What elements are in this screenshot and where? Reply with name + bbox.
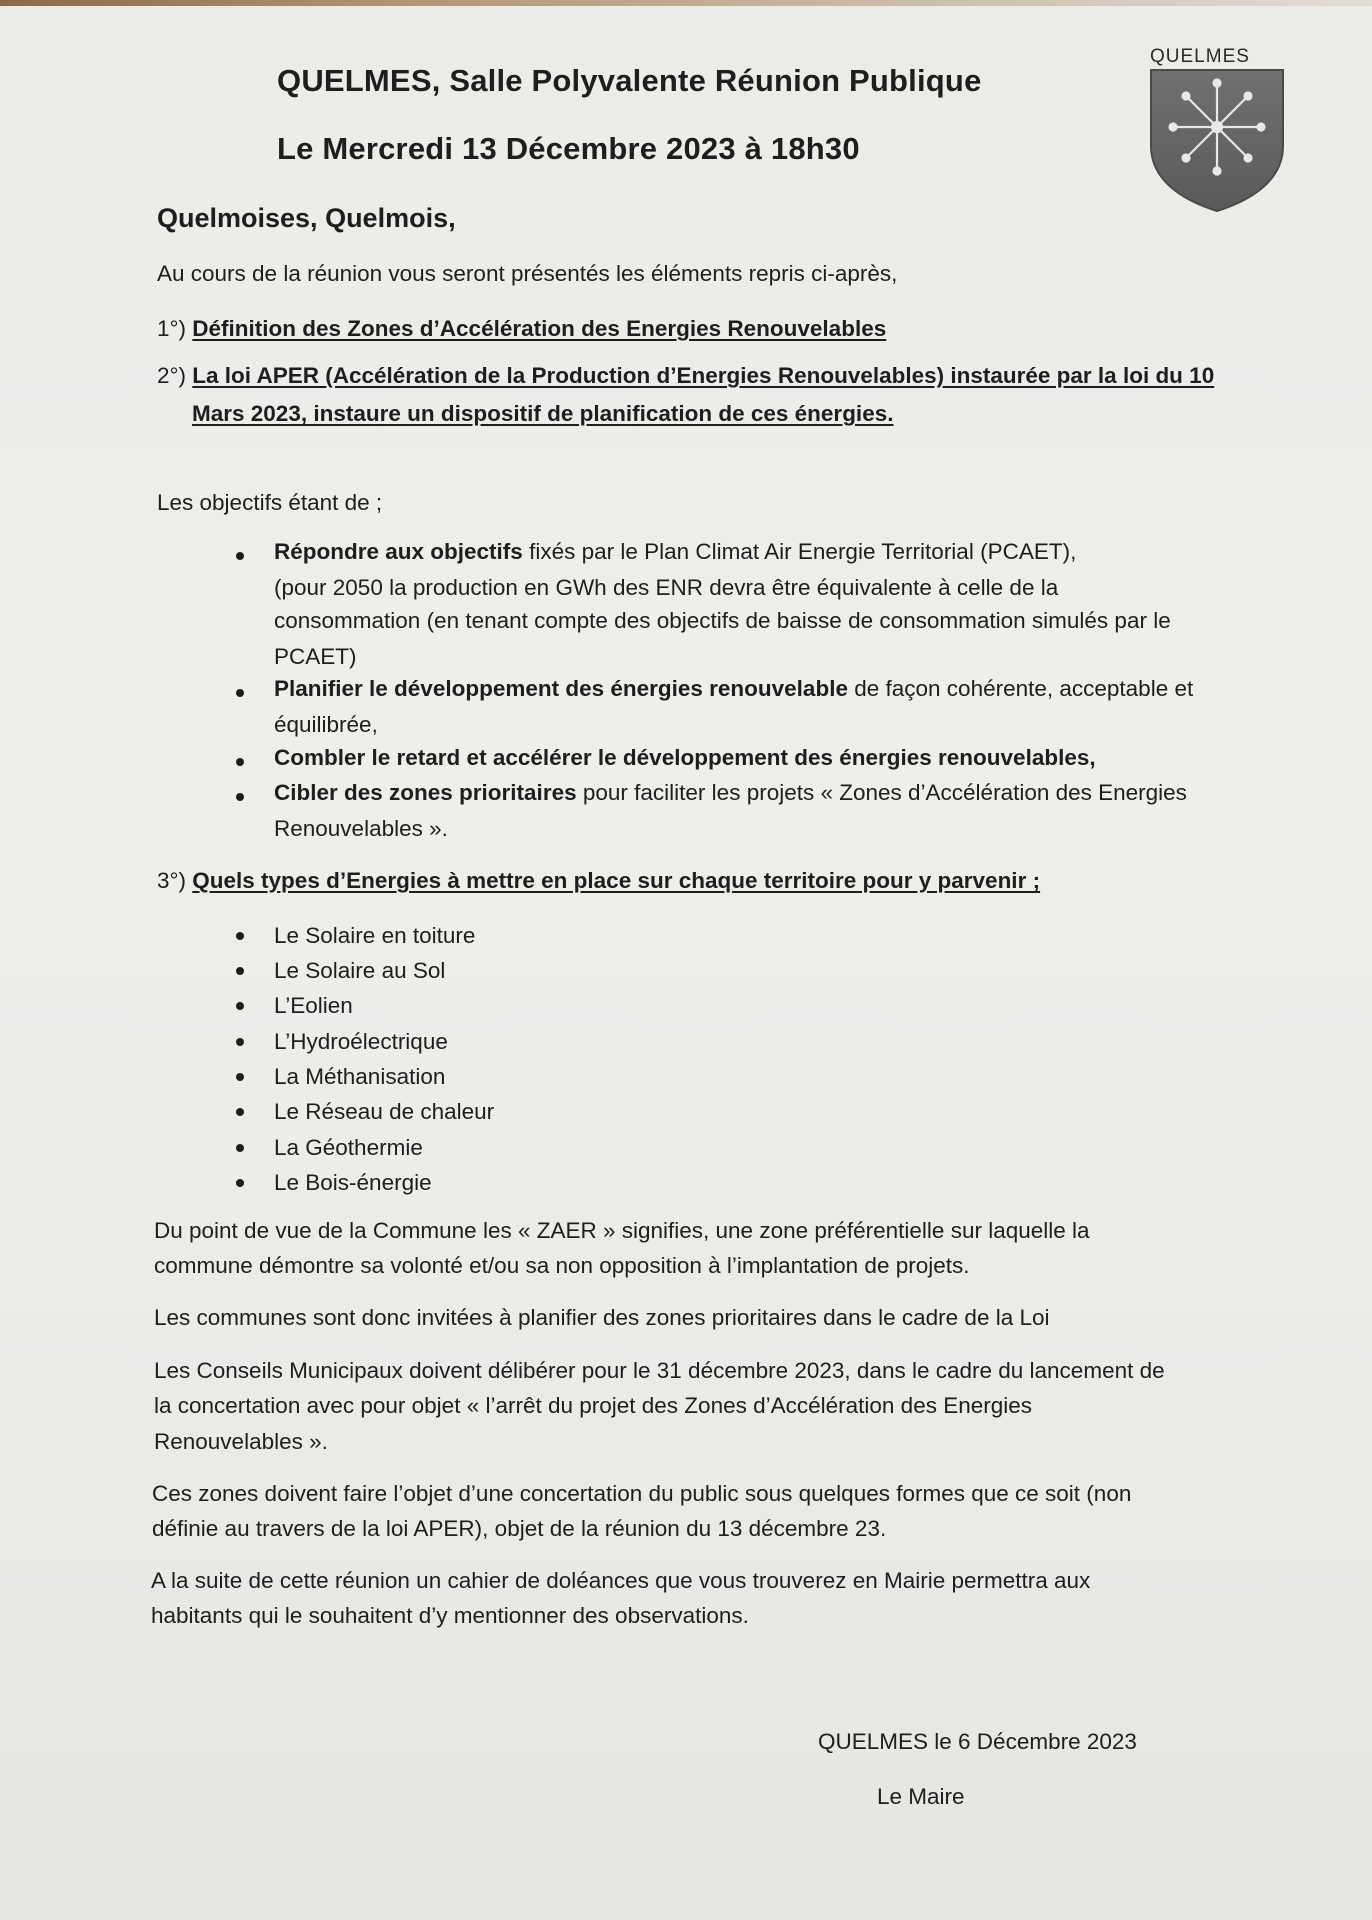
objectives-intro: Les objectifs étant de ;: [157, 490, 383, 515]
point-3-number: 3°): [157, 868, 187, 893]
objective-4-line2: Renouvelables ».: [274, 816, 448, 841]
point-3-heading: Quels types d’Energies à mettre en place sur chaque territoire pour y parvenir ;: [192, 868, 1041, 893]
objective-1-line4: PCAET): [274, 644, 357, 669]
meeting-date-title: Le Mercredi 13 Décembre 2023 à 18h30: [277, 131, 860, 166]
point-2-heading-line2: Mars 2023, instaure un dispositif de planification de ces énergies.: [192, 401, 894, 426]
objective-1-rest: fixés par le Plan Climat Air Energie Territorial (PCAET),: [529, 539, 1077, 564]
objective-1-line3: consommation (en tenant compte des objectifs de baisse de consommation simulés par le: [274, 608, 1171, 633]
bullet-marker: [236, 1144, 244, 1152]
bullet-marker: [236, 1179, 244, 1187]
signatory: Le Maire: [877, 1784, 965, 1809]
bullet-marker: [236, 1073, 244, 1081]
objective-1-line1: [274, 534, 1076, 569]
bullet-marker: [236, 552, 244, 560]
bullet-marker: [236, 967, 244, 975]
objective-2-line1: [274, 671, 1193, 706]
objective-1-line2: (pour 2050 la production en GWh des ENR devra être équivalente à celle de la: [274, 575, 1059, 600]
bullet-marker: [236, 932, 244, 940]
objective-4-rest: pour faciliter les projets « Zones d’Accélération des Energies: [582, 780, 1187, 805]
paragraph-conseils-line3: Renouvelables ».: [154, 1429, 328, 1454]
bullet-marker: [236, 1002, 244, 1010]
bullet-marker: [236, 689, 244, 697]
coat-of-arms-icon: [1148, 68, 1286, 213]
greeting: Quelmoises, Quelmois,: [157, 203, 456, 233]
point-1-heading: Définition des Zones d’Accélération des Energies Renouvelables: [192, 316, 887, 341]
meeting-venue-title: QUELMES, Salle Polyvalente Réunion Publique: [277, 63, 982, 98]
paragraph-doleances-line1: A la suite de cette réunion un cahier de doléances que vous trouverez en Mairie permettra aux: [151, 1568, 1091, 1593]
objective-4-bold: Cibler des zones prioritaires: [274, 780, 577, 805]
point-2: [157, 358, 1214, 393]
paragraph-zaer-line2: commune démontre sa volonté et/ou sa non opposition à l’implantation de projets.: [154, 1253, 970, 1278]
energy-type-item: Le Bois-énergie: [274, 1170, 432, 1195]
energy-type-item: La Méthanisation: [274, 1064, 446, 1089]
bullet-marker: [236, 1108, 244, 1116]
place-and-date: QUELMES le 6 Décembre 2023: [818, 1729, 1137, 1754]
objective-2-rest: de façon cohérente, acceptable et: [854, 676, 1194, 701]
paragraph-conseils-line2: la concertation avec pour objet « l’arrêt du projet des Zones d’Accélération des Energies: [154, 1393, 1033, 1418]
energy-type-item: Le Solaire au Sol: [274, 958, 446, 983]
energy-type-item: La Géothermie: [274, 1135, 423, 1160]
energy-type-item: Le Solaire en toiture: [274, 923, 476, 948]
paragraph-concertation-line1: Ces zones doivent faire l’objet d’une concertation du public sous quelques formes que ce soit (non: [152, 1481, 1132, 1506]
bullet-marker: [236, 1038, 244, 1046]
objective-2-line2: équilibrée,: [274, 712, 378, 737]
energy-type-item: L’Eolien: [274, 993, 353, 1018]
objective-1-bold: Répondre aux objectifs: [274, 539, 523, 564]
point-2-number: 2°): [157, 363, 187, 388]
objective-2-bold: Planifier le développement des énergies renouvelable: [274, 676, 848, 701]
point-2-heading-line1: La loi APER (Accélération de la Production d’Energies Renouvelables) instaurée par la loi du 10: [192, 363, 1215, 388]
bullet-marker: [236, 758, 244, 766]
intro-text: Au cours de la réunion vous seront présentés les éléments repris ci-après,: [157, 261, 898, 286]
point-1: [157, 311, 886, 346]
objective-4-line1: [274, 775, 1187, 810]
energy-type-item: L’Hydroélectrique: [274, 1029, 448, 1054]
paragraph-zaer-line1: Du point de vue de la Commune les « ZAER » signifies, une zone préférentielle sur laquelle la: [154, 1218, 1090, 1243]
paragraph-communes-line1: Les communes sont donc invitées à planifier des zones prioritaires dans le cadre de la Loi: [154, 1305, 1050, 1330]
paragraph-concertation-line2: définie au travers de la loi APER), objet de la réunion du 13 décembre 23.: [152, 1516, 887, 1541]
point-1-number: 1°): [157, 316, 187, 341]
energy-type-item: Le Réseau de chaleur: [274, 1099, 495, 1124]
objective-3-line1: Combler le retard et accélérer le développement des énergies renouvelables,: [274, 745, 1096, 770]
crest-label: QUELMES: [1150, 46, 1250, 67]
paragraph-doleances-line2: habitants qui le souhaitent d’y mentionner des observations.: [151, 1603, 749, 1628]
bullet-marker: [236, 793, 244, 801]
paragraph-conseils-line1: Les Conseils Municipaux doivent délibérer pour le 31 décembre 2023, dans le cadre du lancement de: [154, 1358, 1165, 1383]
paper-top-edge: [0, 0, 1372, 6]
point-3: [157, 863, 1040, 898]
